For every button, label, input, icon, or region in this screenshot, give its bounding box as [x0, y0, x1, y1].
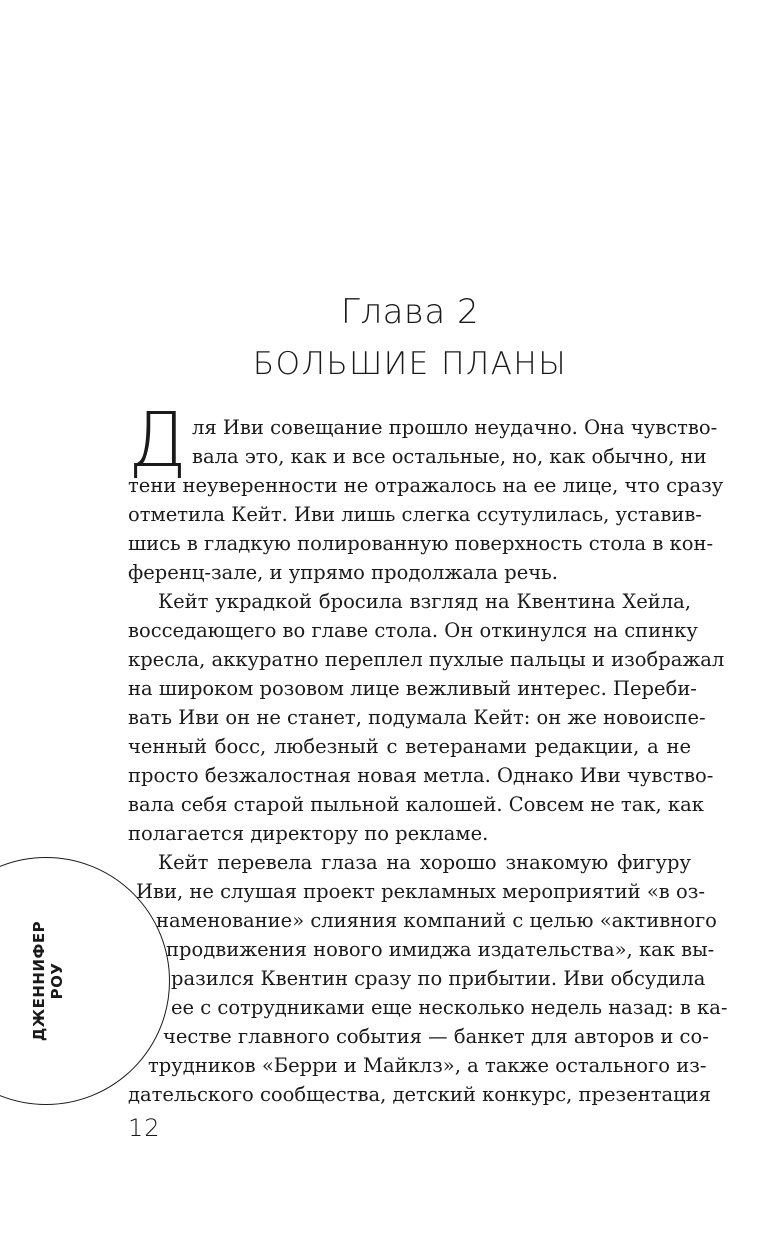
- text-line: вала это, как и все остальные, но, как обычно, ни: [192, 445, 707, 468]
- text-line: восседающего во главе стола. Он откинулся на спинку: [128, 619, 698, 642]
- drop-cap: Д: [128, 395, 188, 484]
- chapter-number: Глава 2: [340, 292, 480, 332]
- page-number: 12: [128, 1114, 161, 1142]
- text-line: тени неуверенности не отражалось на ее лице, что сразу: [128, 474, 724, 497]
- text-line: разился Квентин сразу по прибытии. Иви обсудила: [171, 967, 706, 990]
- text-line: ля Иви совещание прошло неудачно. Она чувство-: [192, 416, 718, 439]
- chapter-title: БОЛЬШИЕ ПЛАНЫ: [252, 346, 568, 382]
- text-line: честве главного события — банкет для авторов и со-: [163, 1025, 709, 1048]
- text-line: полагается директору по рекламе.: [128, 822, 489, 845]
- text-line: просто безжалостная новая метла. Однако Иви чувство-: [128, 764, 714, 787]
- text-line: Кейт перевела глаза на хорошо знакомую фигуру: [158, 851, 691, 874]
- text-line: Иви, не слушая проект рекламных мероприятий «в оз-: [136, 880, 705, 903]
- text-line: на широком розовом лице вежливый интерес. Переби-: [128, 677, 697, 700]
- author-first-name: ДЖЕННИФЕР: [30, 920, 48, 1042]
- text-line: продвижения нового имиджа издательства», как вы-: [166, 938, 715, 961]
- text-line: вала себя старой пыльной калошей. Совсем не так, как: [128, 793, 704, 816]
- text-line: ченный босс, любезный с ветеранами редакции, а не: [128, 735, 691, 758]
- text-line: отметила Кейт. Иви лишь слегка ссутулилась, уставив-: [128, 503, 702, 526]
- text-line: ференц-зале, и упрямо продолжала речь.: [128, 561, 558, 584]
- text-line: ее с сотрудниками еще несколько недель назад: в ка-: [171, 996, 728, 1019]
- text-line: вать Иви он не станет, подумала Кейт: он же новоиспе-: [128, 706, 706, 729]
- text-line: шись в гладкую полированную поверхность стола в кон-: [128, 532, 714, 555]
- text-line: кресла, аккуратно переплел пухлые пальцы и изображал: [128, 648, 725, 671]
- text-line: наменование» слияния компаний с целью «активного: [156, 909, 717, 932]
- text-line: трудников «Берри и Майклз», а также остального из-: [148, 1054, 707, 1077]
- author-last-name: РОУ: [48, 962, 66, 1000]
- text-line: дательского сообщества, детский конкурс, презентация: [128, 1083, 711, 1106]
- text-line: Кейт украдкой бросила взгляд на Квентина Хейла,: [158, 590, 691, 613]
